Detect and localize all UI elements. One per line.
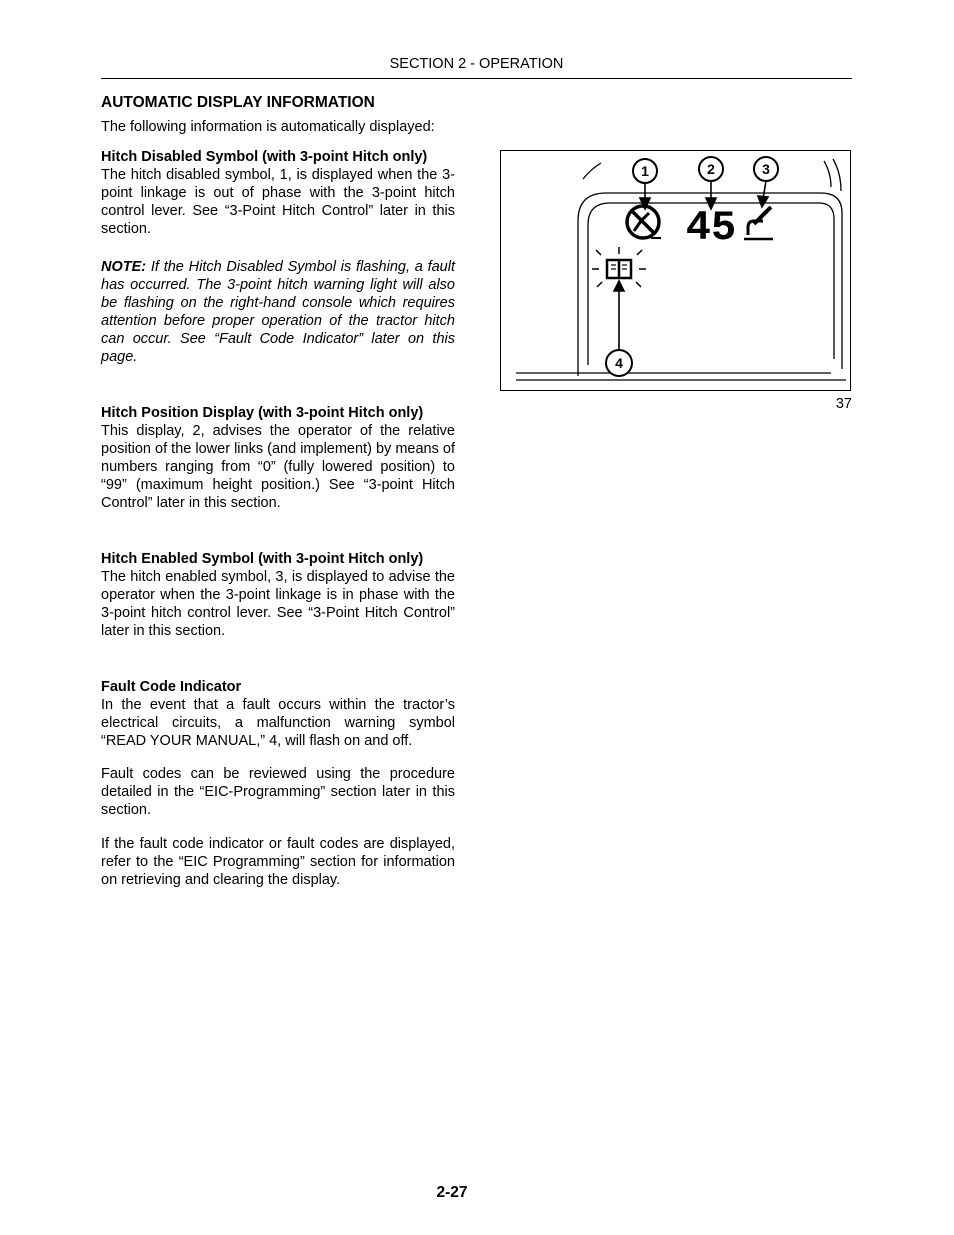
hitch-position-heading: Hitch Position Display (with 3-point Hitch only) — [101, 405, 424, 421]
hitch-disabled-heading: Hitch Disabled Symbol (with 3-point Hitch only) — [101, 149, 428, 165]
display-figure — [500, 150, 851, 391]
hitch-enabled-section — [101, 550, 455, 640]
hitch-disabled-section — [101, 148, 455, 238]
display-bezel — [516, 159, 846, 380]
note-label: NOTE: — [101, 259, 147, 275]
callout-2 — [699, 157, 723, 181]
hitch-position-value: 45 — [685, 204, 737, 252]
hitch-enabled-body: The hitch enabled symbol, 3, is displayed to advise the operator when the 3-point linkage is in phase with the 3-point hitch control lever. See “3-Point Hitch Control” later in this section. — [101, 569, 455, 639]
callout-3 — [754, 157, 778, 181]
hitch-position-section — [101, 404, 455, 512]
fault-code-heading: Fault Code Indicator — [101, 679, 242, 695]
figure-number: 37 — [835, 396, 852, 412]
fault-code-body-2: Fault codes can be reviewed using the procedure detailed in the “EIC-Programming” section later in this section. — [101, 766, 455, 818]
callout-1 — [633, 159, 657, 183]
fault-code-body-3: If the fault code indicator or fault codes are displayed, refer to the “EIC Programming” section for information on retrieving and clearing the display. — [101, 836, 455, 888]
header-rule — [101, 78, 852, 79]
section-header: SECTION 2 - OPERATION — [389, 56, 564, 72]
fault-code-section — [101, 678, 455, 750]
callout-4-label: 4 — [615, 355, 623, 371]
page-title — [101, 94, 455, 112]
callout-4 — [606, 350, 632, 376]
page-number: 2-27 — [436, 1184, 468, 1201]
hitch-enabled-heading: Hitch Enabled Symbol (with 3-point Hitch only) — [101, 551, 424, 567]
hitch-disabled-icon — [627, 206, 661, 238]
note-paragraph — [101, 258, 455, 366]
hitch-enabled-icon — [744, 207, 773, 239]
hitch-position-body: This display, 2, advises the operator of the relative position of the lower links (and implement) by means of numbers ranging from “0” (fully lowered position) to “99” (maximum height position.) See “3-point Hitch Control” later in this section. — [101, 423, 455, 511]
callout-2-label: 2 — [707, 161, 715, 177]
callout-3-label: 3 — [762, 161, 770, 177]
title: AUTOMATIC DISPLAY INFORMATION — [101, 94, 375, 111]
display-illustration — [501, 151, 851, 391]
intro-paragraph: The following information is automatically displayed: — [101, 119, 435, 135]
fault-code-body: In the event that a fault occurs within the tractor’s electrical circuits, a malfunction warning symbol “READ YOUR MANUAL,” 4, will flash on and off. — [101, 697, 455, 749]
hitch-disabled-body: The hitch disabled symbol, 1, is displayed when the 3-point linkage is out of phase with the 3-point hitch control lever. See “3-Point Hitch Control” later in this section. — [101, 167, 455, 237]
note-text: If the Hitch Disabled Symbol is flashing, a fault has occurred. The 3-point hitch warning light will also be flashing on the right-hand console which requires attention before proper operation of the tractor hitch can occur. See “Fault Code Indicator” later on this page. — [101, 259, 455, 365]
callout-1-label: 1 — [641, 163, 649, 179]
